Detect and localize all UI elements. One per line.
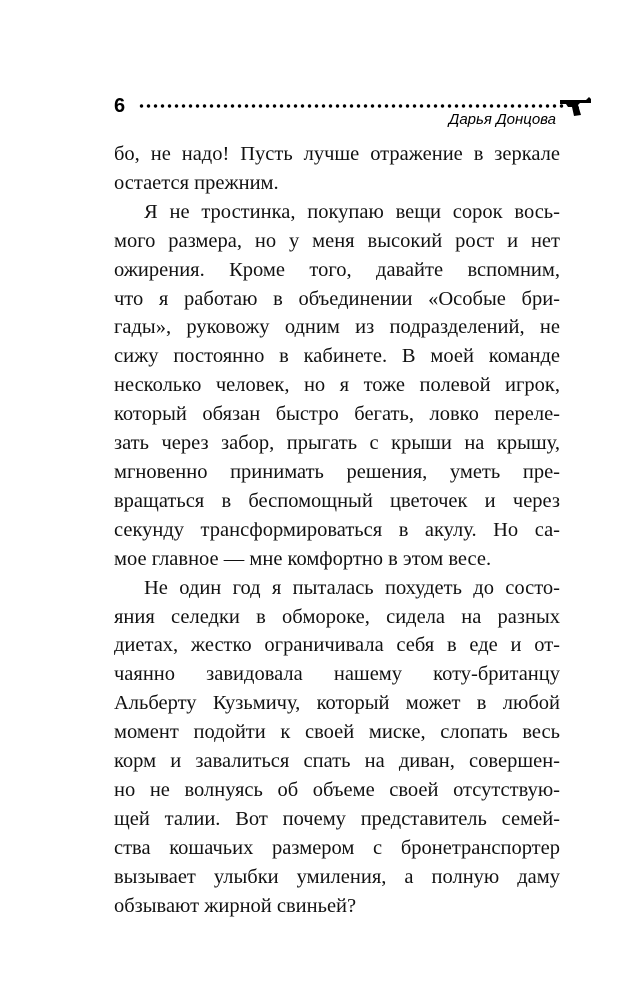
text-line: несколько человек, но я тоже полевой игрок, (114, 374, 560, 397)
text-line: корм и завалиться спать на диван, совершен- (114, 750, 560, 773)
dotted-leader (138, 104, 564, 108)
text-line: остается прежним. (114, 171, 279, 194)
text-line: вызывает улыбки умиления, а полную даму (114, 865, 560, 888)
text-line: что я работаю в объединении «Особые бри- (114, 287, 560, 310)
text-line: вращаться в беспомощный цветочек и через (114, 489, 560, 512)
text-line: ства кошачьих размером с бронетранспортер (114, 836, 560, 859)
text-line: мого размера, но у меня высокий рост и нет (114, 229, 560, 252)
text-line: бо, не надо! Пусть лучше отражение в зеркале (114, 143, 560, 165)
text-line: гады», руковожу одним из подразделений, не (114, 316, 560, 339)
text-line: ожирения. Кроме того, давайте вспомним, (114, 258, 560, 281)
text-line: Не один год я пыталась похудеть до состо- (144, 576, 560, 599)
text-line: секунду трансформироваться в акулу. Но са- (114, 518, 560, 541)
text-line: обзывают жирной свиньей? (114, 894, 357, 917)
text-line: Я не тростинка, покупаю вещи сорок вось- (144, 200, 560, 223)
page-number: 6 (114, 95, 126, 117)
text-line: щей талии. Вот почему представитель семей- (114, 807, 560, 830)
text-line: но не волнуясь об объеме своей отсутствую- (114, 778, 560, 801)
text-line: Альберту Кузьмичу, который может в любой (114, 692, 560, 715)
text-line: чаянно завидовала нашему коту-британцу (114, 663, 560, 686)
gun-icon (558, 94, 592, 118)
text-line: мгновенно принимать решения, уметь пре- (114, 460, 560, 483)
text-line: сижу постоянно в кабинете. В моей команде (114, 345, 560, 368)
running-header (114, 92, 592, 132)
body-text (114, 140, 560, 920)
author-name: Дарья Донцова (448, 111, 556, 128)
text-line: яния селедки в обмороке, сидела на разных (114, 605, 560, 628)
text-line: мое главное — мне комфортно в этом весе. (114, 547, 492, 570)
text-line: диетах, жестко ограничивала себя в еде и от- (114, 634, 560, 657)
text-line: который обязан быстро бегать, ловко переле- (114, 403, 560, 426)
text-line: зать через забор, прыгать с крыши на крышу, (114, 432, 560, 455)
text-line: момент подойти к своей миске, слопать весь (114, 721, 560, 744)
